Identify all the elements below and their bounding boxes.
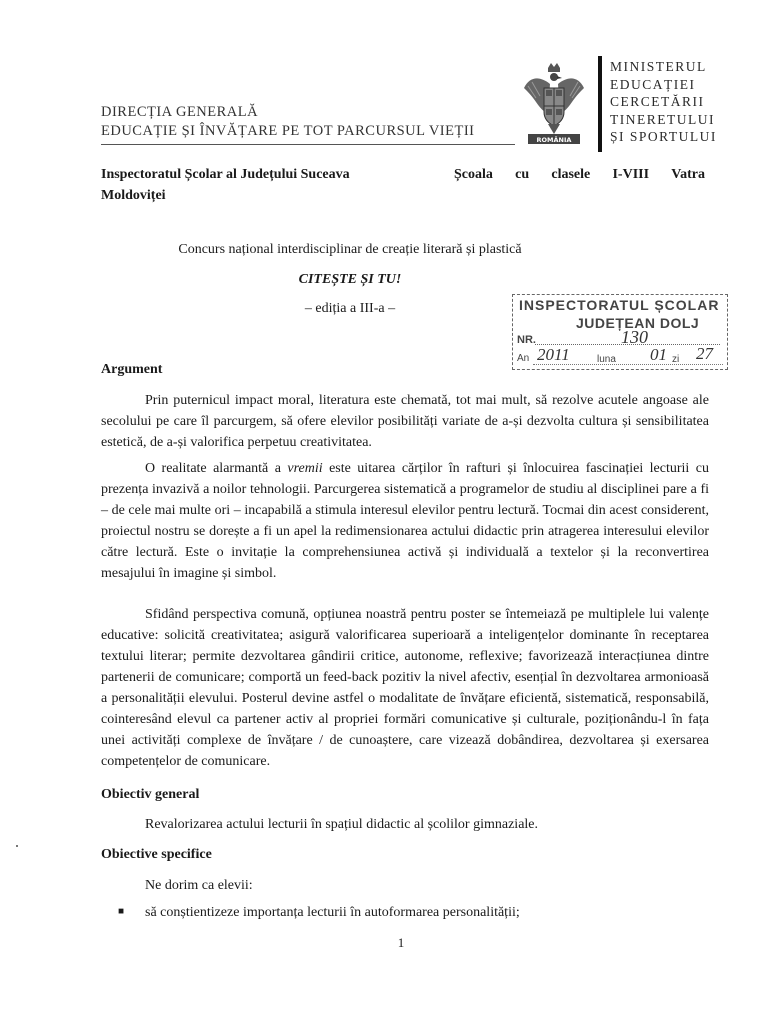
school-name-continued: Moldoviței [101, 188, 166, 203]
general-objective-text: Revalorizarea actului lecturii în spațiul didactic al școlilor gimnaziale. [145, 817, 539, 832]
ministry-line-1: MINISTERUL [610, 59, 707, 74]
inspectorate-name: Inspectoratul Școlar al Județului Suceava [101, 167, 350, 182]
list-item-text: să conștientizeze importanța lecturii în autoformarea personalității; [145, 905, 520, 920]
ministry-line-2: EDUCAȚIEI [610, 76, 696, 92]
stamp-month-label: luna [597, 354, 616, 365]
contest-title: CITEȘTE ȘI TU! [298, 272, 402, 287]
school-word-5: Vatra [671, 167, 705, 182]
contest-description: Concurs național interdisciplinar de creație literară și plastică [178, 242, 522, 257]
romania-coat-of-arms-icon [522, 62, 586, 148]
stamp-nr-value: 130 [621, 327, 648, 347]
argument-p2-rest: este uitarea cărților în rafturi și înlocuirea fascinației lecturii cu prezența invazivă a noilor tehnologii. Parcurgerea sistematică a programelor de studiu al disciplinei pare a fi – de cele mai multe ori – incapabilă a stimula interesul elevilor pentru lectură. Tocmai din acest considerent, proiectul nostru se dorește a fi un apel la redimensionarea actului didactic prin atragerea interesului elevilor către lectură. Este o invitație la comprehensiunea activă și individuală a textelor și la reconvertirea mesajului în imagine și simbol. [101, 461, 709, 581]
svg-text:ROMÂNIA: ROMÂNIA [536, 136, 572, 144]
scan-speck [16, 845, 18, 847]
stamp-day-value: 27 [696, 344, 713, 363]
stamp-line-1: INSPECTORATUL ȘCOLAR [519, 297, 720, 313]
school-name [454, 164, 705, 185]
school-word-1: Școala [454, 167, 493, 182]
specific-objectives-intro: Ne dorim ca elevii: [145, 878, 253, 893]
registration-stamp [512, 294, 728, 370]
stamp-line-2: JUDEȚEAN DOLJ [576, 315, 700, 331]
ministry-line-5: ȘI SPORTULUI [610, 129, 717, 144]
directorate-name [101, 103, 521, 141]
school-word-3: clasele [551, 167, 591, 182]
page-number: 1 [397, 935, 405, 950]
header-rule [101, 144, 515, 145]
ministry-bar [598, 56, 602, 152]
stamp-nr-label: NR. [517, 334, 536, 346]
argument-paragraph-3: Sfidând perspectiva comună, opțiunea noastră pentru poster se întemeiază pe multiplele lui valențe educative: solicită creativitatea; asigură valorificarea superioară a inteligențelor dominante în receptarea textului literar; permite dezvoltarea gândirii critice, autonome, reflexive; favorizează interacțiunea dintre partenerii de comunicare; comportă un feed-back pozitiv la nivel afectiv, esențial în dezvoltarea armonioasă a personalității elevului. Posterul devine astfel o modalitate de învățare eficientă, sistematică, responsabilă, cointeresând elevul ca partener activ al propriei formări comunicative și culturale, poziționându-l în fața unei activități complexe de învățare / de cunoaștere, care vizează dobândirea, dezvoltarea și exersarea competențelor de comunicare. [101, 607, 709, 769]
ministry-line-4: TINERETULUI [610, 111, 715, 127]
ministry-line-3: CERCETĂRII [610, 94, 705, 109]
list-item [118, 905, 520, 921]
stamp-date-line [533, 364, 723, 365]
directorate-line-2: EDUCAȚIE ȘI ÎNVĂȚARE PE TOT PARCURSUL VIEȚII [101, 123, 475, 139]
stamp-year-label: An [517, 353, 530, 364]
school-word-4: I-VIII [612, 167, 650, 182]
stamp-year-value: 2011 [537, 345, 570, 364]
stamp-month-value: 01 [650, 345, 667, 364]
general-objective-heading: Obiectiv general [101, 787, 200, 802]
school-word-2: cu [515, 167, 530, 182]
argument-p2-italic: vremii [287, 461, 323, 476]
argument-heading: Argument [101, 362, 163, 377]
specific-objectives-heading: Obiective specifice [101, 847, 212, 862]
bullet-marker-icon: ■ [118, 906, 125, 917]
argument-paragraph-2 [101, 458, 709, 584]
ministry-name [610, 58, 760, 146]
directorate-line-1: DIRECȚIA GENERALĂ [101, 104, 259, 120]
argument-p2-start: O realitate alarmantă a [145, 461, 288, 476]
contest-edition: – ediția a III-a – [304, 301, 396, 316]
stamp-day-label: zi [672, 354, 680, 365]
argument-paragraph-1: Prin puternicul impact moral, literatura este chemată, tot mai mult, să rezolve acutele angoase ale secolului pe care îl parcurgem, să ofere elevilor posibilități variate de a-și dezvolta cultura și sensibilitatea estetică, de a-și valorifica perpetuu creativitatea. [101, 393, 709, 450]
